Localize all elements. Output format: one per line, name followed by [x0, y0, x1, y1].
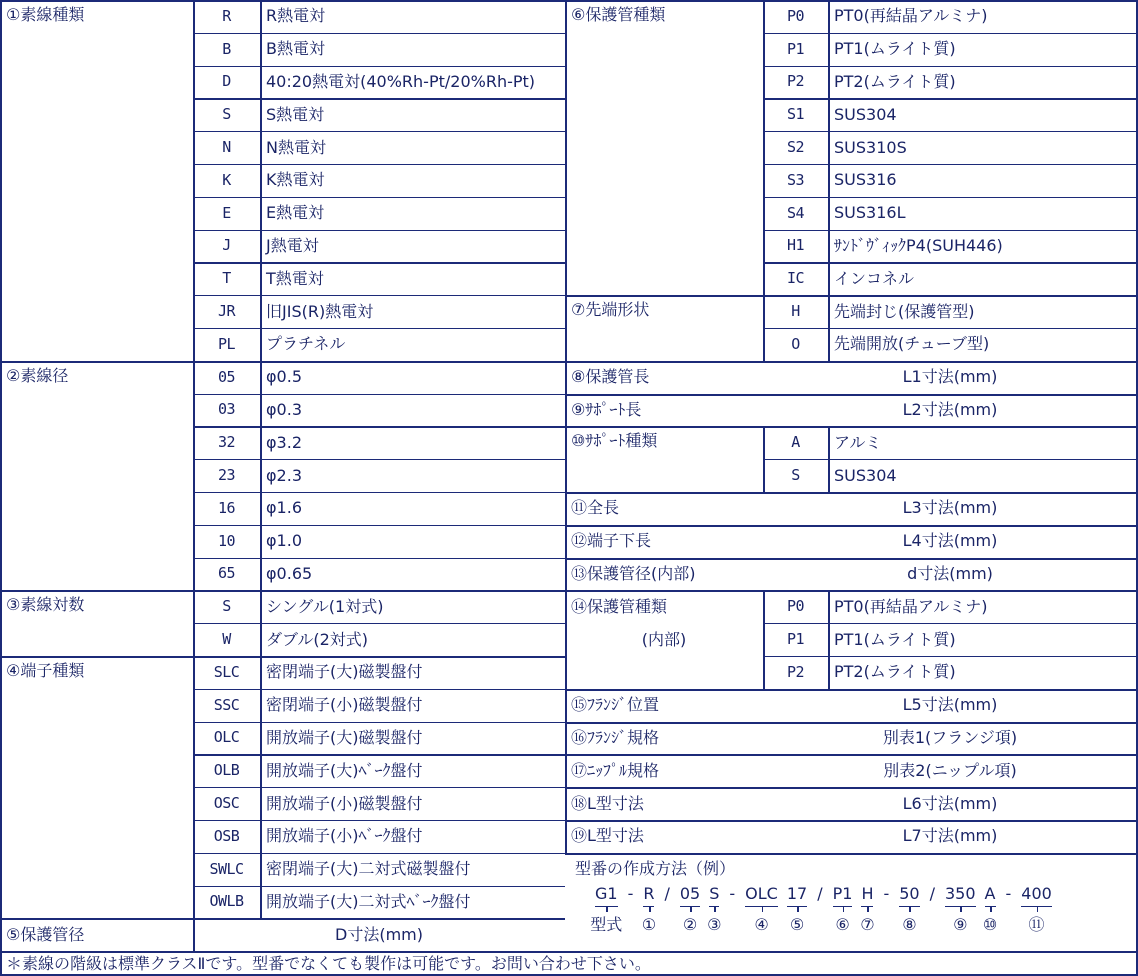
- model-code-segment: 50: [899, 883, 920, 903]
- option-code: J: [222, 236, 231, 255]
- row-divider: [763, 66, 1137, 67]
- section-title: ⑰ﾆｯﾌﾟﾙ規格: [571, 760, 660, 780]
- segment-pointer: [843, 907, 845, 912]
- option-code: JR: [217, 302, 236, 321]
- option-description: PT2(ムライト質): [834, 71, 956, 91]
- option-description: φ1.6: [266, 498, 302, 518]
- option-code: D: [222, 72, 231, 91]
- option-code: E: [222, 203, 231, 222]
- segment-label: ⑩: [982, 914, 998, 934]
- row-divider: [193, 787, 565, 788]
- model-code-separator: -: [1005, 883, 1012, 903]
- dimension-value: 別表1(フランジ項): [882, 727, 1018, 747]
- option-description: 40:20熱電対(40%Rh-Pt/20%Rh-Pt): [266, 71, 536, 91]
- option-description: SUS316L: [834, 203, 906, 223]
- dimension-value: L1寸法(mm): [902, 367, 998, 387]
- row-divider: [193, 295, 565, 296]
- option-code: S4: [786, 203, 805, 222]
- row-divider: [193, 492, 565, 493]
- model-code-segment: 400: [1021, 883, 1052, 903]
- model-code-separator: /: [817, 883, 823, 903]
- row-divider: [763, 623, 1137, 624]
- row-divider: [763, 197, 1137, 198]
- row-divider: [193, 853, 565, 854]
- option-description: PT0(再結晶アルミナ): [834, 596, 988, 616]
- row-divider: [763, 230, 1137, 231]
- option-description: 開放端子(小)ﾍﾞｰｸ盤付: [266, 826, 423, 846]
- segment-label: ⑤: [789, 914, 805, 934]
- option-description: PT0(再結晶アルミナ): [834, 6, 988, 26]
- option-description: φ1.0: [266, 531, 302, 551]
- option-code: 10: [217, 531, 236, 550]
- segment-pointer: [960, 907, 962, 912]
- option-description: 密閉端子(大)磁製盤付: [266, 662, 423, 682]
- option-description: 開放端子(大)ﾍﾞｰｸ盤付: [266, 760, 423, 780]
- row-divider: [193, 262, 565, 263]
- option-description: 密閉端子(大)二対式磁製盤付: [266, 859, 471, 879]
- option-code: S3: [786, 170, 805, 189]
- example-title: 型番の作成方法（例）: [575, 858, 736, 878]
- segment-pointer: [909, 907, 911, 912]
- option-code: P0: [786, 6, 805, 25]
- option-description: φ0.65: [266, 563, 313, 583]
- model-code-segment: A: [984, 883, 996, 903]
- segment-label: ①: [641, 914, 657, 934]
- option-description: シングル(1対式): [266, 596, 384, 616]
- segment-pointer: [990, 907, 992, 912]
- dimension-value: L5寸法(mm): [902, 695, 998, 715]
- option-description: φ0.3: [266, 399, 302, 419]
- section-title: ⑤保護管径: [6, 924, 85, 944]
- row-divider: [193, 558, 565, 559]
- option-code: K: [222, 170, 231, 189]
- section-title: ⑱L型寸法: [571, 793, 644, 813]
- row-divider: [763, 98, 1137, 99]
- section-title: ①素線種類: [6, 5, 85, 24]
- segment-label: ⑦: [860, 914, 875, 934]
- option-code: P2: [786, 662, 805, 681]
- row-divider: [193, 131, 565, 132]
- section-title: ⑪全長: [571, 498, 620, 518]
- option-code: 16: [217, 498, 236, 517]
- option-code: P1: [786, 630, 805, 649]
- column-divider: [828, 0, 830, 295]
- segment-label: ⑥: [835, 914, 850, 934]
- option-code: IC: [786, 269, 805, 288]
- section-title: ⑯ﾌﾗﾝｼﾞ規格: [571, 727, 660, 747]
- segment-pointer: [714, 907, 716, 912]
- model-code-segment: H: [861, 883, 874, 903]
- option-code: SLC: [213, 662, 240, 681]
- column-divider: [828, 590, 830, 688]
- row-divider: [193, 98, 565, 99]
- section-title: ⑲L型寸法: [571, 826, 644, 846]
- row-divider: [193, 164, 565, 165]
- column-divider: [763, 426, 765, 492]
- dimension-value: d寸法(mm): [907, 563, 993, 583]
- option-description: SUS316: [834, 170, 897, 190]
- option-code: S: [791, 466, 800, 485]
- option-code: H: [791, 302, 800, 321]
- option-description: ダブル(2対式): [266, 629, 369, 649]
- row-divider: [763, 656, 1137, 657]
- segment-pointer: [867, 907, 869, 912]
- option-code: 03: [217, 400, 236, 419]
- option-description: PT1(ムライト質): [834, 39, 956, 59]
- section-title: ⑫端子下長: [571, 531, 652, 551]
- option-code: B: [222, 39, 231, 58]
- dimension-value: L6寸法(mm): [902, 793, 998, 813]
- option-code: P1: [786, 39, 805, 58]
- dimension-value: D寸法(mm): [335, 924, 423, 944]
- option-description: PT1(ムライト質): [834, 629, 956, 649]
- option-code: OSB: [213, 826, 240, 845]
- option-description: T熱電対: [266, 268, 324, 288]
- option-description: 先端開放(チューブ型): [834, 334, 990, 354]
- option-description: 密閉端子(小)磁製盤付: [266, 695, 423, 715]
- option-description: K熱電対: [266, 170, 325, 190]
- dimension-value: L2寸法(mm): [902, 399, 998, 419]
- option-description: φ3.2: [266, 432, 302, 452]
- option-code: H1: [786, 236, 805, 255]
- row-divider: [763, 459, 1137, 460]
- segment-pointer: [797, 907, 799, 912]
- section-divider: [0, 656, 565, 658]
- model-code-separator: -: [627, 883, 634, 903]
- row-divider: [763, 33, 1137, 34]
- option-description: アルミ: [834, 432, 882, 452]
- dimension-value: L4寸法(mm): [902, 531, 998, 551]
- segment-pointer: [762, 907, 764, 912]
- segment-label: ③: [707, 914, 722, 934]
- footer-note: ＊素線の階級は標準クラスⅡです。型番でなくても製作は可能です。お問い合わせ下さい。: [6, 953, 651, 973]
- segment-label: ④: [754, 914, 769, 934]
- section-subtitle: (内部): [641, 629, 687, 649]
- model-code-separator: /: [664, 883, 670, 903]
- section-title: ⑨ｻﾎﾟｰﾄ長: [571, 399, 642, 419]
- option-description: B熱電対: [266, 39, 325, 59]
- option-description: R熱電対: [266, 6, 326, 26]
- option-code: W: [222, 630, 231, 649]
- row-divider: [193, 623, 565, 624]
- column-divider: [260, 0, 262, 918]
- option-description: S熱電対: [266, 104, 325, 124]
- option-code: T: [222, 269, 231, 288]
- section-title: ⑮ﾌﾗﾝｼﾞ位置: [571, 695, 660, 715]
- option-code: OLB: [213, 761, 240, 780]
- section-title: ⑬保護管径(内部): [571, 563, 696, 583]
- option-code: 23: [217, 466, 236, 485]
- section-divider: [565, 853, 1137, 855]
- row-divider: [193, 459, 565, 460]
- option-code: O: [791, 334, 800, 353]
- model-code-separator: -: [883, 883, 890, 903]
- row-divider: [193, 426, 565, 427]
- section-title: ②素線径: [6, 365, 69, 385]
- column-divider: [763, 0, 765, 295]
- option-code: OSC: [213, 794, 240, 813]
- option-code: 32: [217, 433, 236, 452]
- segment-label: ⑨: [953, 914, 968, 934]
- dimension-value: 別表2(ニップル項): [883, 760, 1017, 780]
- row-divider: [193, 328, 565, 329]
- row-divider: [193, 820, 565, 821]
- model-code-segment: 17: [786, 883, 808, 903]
- option-description: E熱電対: [266, 203, 325, 223]
- option-code: OWLB: [209, 892, 244, 911]
- section-divider: [0, 590, 565, 592]
- segment-pointer: [606, 907, 608, 912]
- option-description: 開放端子(大)磁製盤付: [266, 727, 423, 747]
- row-divider: [193, 722, 565, 723]
- column-divider: [565, 0, 567, 853]
- section-title: ⑭保護管種類: [571, 596, 668, 616]
- option-code: N: [222, 138, 231, 157]
- segment-label: ⑧: [902, 914, 917, 934]
- row-divider: [193, 197, 565, 198]
- model-code-segment: S: [709, 883, 720, 903]
- model-code-segment: OLC: [745, 883, 778, 903]
- column-divider: [828, 426, 830, 492]
- column-divider: [828, 295, 830, 361]
- model-code-separator: /: [929, 883, 935, 903]
- row-divider: [763, 131, 1137, 132]
- option-description: ｻﾝﾄﾞｳﾞｨｯｸP4(SUH446): [834, 235, 1003, 255]
- dimension-value: L7寸法(mm): [902, 826, 998, 846]
- model-code-segment: 350: [945, 883, 976, 903]
- row-divider: [763, 164, 1137, 165]
- segment-label: ⑪: [1028, 914, 1045, 934]
- section-title: ③素線対数: [6, 595, 85, 615]
- column-divider: [193, 0, 195, 951]
- model-code-separator: -: [729, 883, 736, 903]
- section-divider: [0, 361, 565, 363]
- option-code: P2: [786, 72, 805, 91]
- option-code: OLC: [213, 728, 240, 747]
- row-divider: [193, 689, 565, 690]
- row-divider: [193, 886, 565, 887]
- option-description: 先端封じ(保護管型): [834, 301, 975, 321]
- model-code-segment: P1: [832, 883, 853, 903]
- option-description: φ0.5: [266, 367, 302, 387]
- option-code: S2: [786, 138, 805, 157]
- column-divider: [763, 590, 765, 688]
- row-divider: [193, 754, 565, 755]
- row-divider: [763, 262, 1137, 263]
- option-description: SUS310S: [834, 137, 907, 157]
- model-code-segment: R: [643, 883, 655, 903]
- option-description: SUS304: [834, 465, 897, 485]
- section-title: ⑩ｻﾎﾟｰﾄ種類: [571, 431, 658, 451]
- model-code-segment: G1: [595, 883, 618, 903]
- row-divider: [193, 230, 565, 231]
- option-description: φ2.3: [266, 465, 302, 485]
- frame-left: [0, 0, 2, 976]
- model-code-segment: 05: [679, 883, 701, 903]
- segment-pointer: [1037, 907, 1039, 912]
- option-description: SUS304: [834, 104, 897, 124]
- section-title: ⑥保護管種類: [571, 5, 666, 24]
- segment-label: 型式: [590, 914, 623, 934]
- row-divider: [193, 33, 565, 34]
- section-title: ⑧保護管長: [571, 367, 650, 387]
- option-description: プラチネル: [266, 334, 346, 354]
- option-code: S: [222, 105, 231, 124]
- segment-label: ②: [682, 914, 698, 934]
- option-description: 旧JIS(R)熱電対: [266, 301, 374, 321]
- option-code: PL: [217, 334, 236, 353]
- option-code: SWLC: [209, 859, 244, 878]
- section-title: ⑦先端形状: [571, 300, 650, 320]
- option-code: SSC: [213, 695, 240, 714]
- option-description: PT2(ムライト質): [834, 662, 956, 682]
- option-description: J熱電対: [266, 235, 319, 255]
- dimension-value: L3寸法(mm): [902, 498, 998, 518]
- row-divider: [763, 328, 1137, 329]
- option-code: 05: [217, 367, 236, 386]
- option-code: S1: [786, 105, 805, 124]
- row-divider: [193, 525, 565, 526]
- option-code: 65: [217, 564, 236, 583]
- row-divider: [193, 66, 565, 67]
- option-code: A: [791, 433, 800, 452]
- frame-top: [0, 0, 1138, 2]
- option-code: P0: [786, 597, 805, 616]
- option-description: 開放端子(大)二対式ﾍﾞｰｸ盤付: [266, 891, 471, 911]
- option-description: N熱電対: [266, 137, 326, 157]
- option-code: R: [222, 6, 231, 25]
- segment-pointer: [690, 907, 692, 912]
- segment-pointer: [649, 907, 651, 912]
- option-description: 開放端子(小)磁製盤付: [266, 793, 423, 813]
- option-code: S: [222, 597, 231, 616]
- column-divider: [763, 295, 765, 361]
- section-title: ④端子種類: [6, 661, 85, 680]
- row-divider: [193, 394, 565, 395]
- option-description: インコネル: [834, 268, 915, 288]
